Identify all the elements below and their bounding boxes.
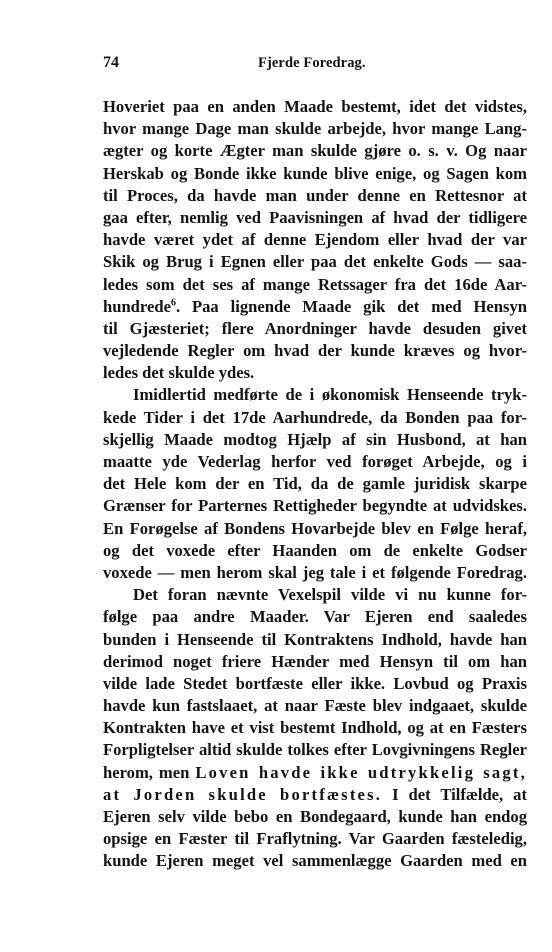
text-run: ledes som det ses af mange Retssager fra det 16de Aar-: [103, 274, 527, 294]
text-run: Det foran nævnte Vexelspil vilde vi nu kunne for-: [133, 585, 527, 605]
text-line: [103, 251, 527, 273]
text-run: og det voxede efter Haanden om de enkelte Godser: [103, 540, 527, 560]
text-line: [103, 340, 527, 362]
text-line: [103, 362, 527, 384]
text-run: vilde lade Stedet bortfæste eller ikke. Lovbud og Praxis: [103, 673, 527, 693]
text-line: [103, 584, 527, 606]
text-run: Kontrakten have et vist bestemt Indhold, og at en Fæsters: [103, 718, 527, 738]
text-run: Grænser for Parternes Rettigheder begyndte at udvidskes.: [103, 496, 527, 516]
text-line: [103, 118, 527, 140]
text-line: [103, 651, 527, 673]
text-run: voxede — men herom skal jeg tale i et følgende Foredrag.: [103, 562, 527, 582]
text-run: Skik og Brug i Egnen eller paa det enkelte Gods — saa-: [103, 252, 527, 272]
text-run: følge paa andre Maader. Var Ejeren end saaledes: [103, 607, 527, 627]
text-line: [103, 606, 527, 628]
spaced-emphasis: Loven havde ikke udtrykkelig sagt,: [195, 762, 527, 782]
text-run: Herskab og Bonde ikke kunde blive enige, og Sagen kom: [103, 163, 527, 183]
text-line: [103, 739, 527, 761]
text-run: . Paa lignende Maade gik det med Hensyn: [175, 296, 527, 316]
text-run: havde kun fastslaaet, at naar Fæste blev indgaaet, skulde: [103, 696, 527, 716]
text-run: skjellig Maade modtog Hjælp af sin Husbond, at han: [103, 429, 527, 449]
text-line: [103, 318, 527, 340]
text-line: [103, 384, 527, 406]
text-line: [103, 229, 527, 251]
page-number: 74: [103, 54, 119, 71]
text-run: gaa efter, nemlig ved Paavisningen af hvad der tidligere: [103, 207, 527, 227]
text-run: til Gjæsteriet; flere Anordninger havde desuden givet: [103, 318, 527, 338]
text-line: [103, 806, 527, 828]
text-run: Ejeren selv vilde bebo en Bondegaard, kunde han endog: [103, 807, 527, 826]
text-line: [103, 407, 527, 429]
spaced-emphasis: at Jorden skulde bortfæstes.: [103, 784, 383, 804]
text-run: til Proces, da havde man under denne en Rettesnor at: [103, 185, 527, 205]
text-run: En Forøgelse af Bondens Hovarbejde blev en Følge heraf,: [103, 518, 527, 538]
text-run: ægter og korte Ægter man skulde gjøre o. s. v. Og naar: [103, 141, 527, 161]
text-line: [103, 207, 527, 229]
text-line: [103, 495, 527, 517]
text-line: [103, 296, 527, 318]
text-line: [103, 451, 527, 473]
text-run: Forpligtelser altid skulde tolkes efter Lovgivningens Regler: [103, 740, 527, 760]
text-run: bunden i Henseende til Kontraktens Indhold, havde han: [103, 629, 527, 649]
text-run: hundrede: [103, 296, 171, 316]
body-text: [103, 96, 527, 873]
text-line: [103, 473, 527, 495]
text-line: [103, 185, 527, 207]
text-run: derimod noget friere Hænder med Hensyn til om han: [103, 651, 527, 671]
text-run: ledes det skulde ydes.: [103, 363, 255, 383]
text-line: [103, 784, 527, 806]
text-run: I det Tilfælde, at: [382, 784, 527, 804]
text-run: kede Tider i det 17de Aarhundrede, da Bonden paa for-: [103, 407, 527, 427]
text-line: [103, 717, 527, 739]
text-run: herom, men: [103, 762, 196, 782]
text-line: [103, 695, 527, 717]
text-line: [103, 540, 527, 562]
text-line: [103, 762, 527, 784]
text-line: [103, 429, 527, 451]
text-run: maatte yde Vederlag herfor ved forøget Arbejde, og i: [103, 452, 527, 471]
text-line: [103, 673, 527, 695]
footnote-marker: 6: [170, 297, 176, 309]
text-line: [103, 518, 527, 540]
text-run: hvor mange Dage man skulde arbejde, hvor mange Lang-: [103, 119, 527, 139]
text-line: [103, 850, 527, 872]
text-run: Imidlertid medførte de i økonomisk Henseende tryk-: [133, 385, 527, 405]
text-line: [103, 828, 527, 850]
page-header: [103, 54, 527, 76]
text-line: [103, 274, 527, 296]
text-line: [103, 96, 527, 118]
text-run: vejledende Regler om hvad der kunde kræves og hvor-: [103, 341, 527, 361]
text-run: kunde Ejeren meget vel sammenlægge Gaarden med en: [103, 851, 527, 871]
text-run: opsige en Fæster til Fraflytning. Var Gaarden fæsteledig,: [103, 829, 527, 849]
text-run: det Hele kom der en Tid, da de gamle juridisk skarpe: [103, 474, 527, 494]
running-title: Fjerde Foredrag.: [258, 55, 366, 71]
text-run: havde været ydet af denne Ejendom eller hvad der var: [103, 230, 527, 250]
text-run: Hoveriet paa en anden Maade bestemt, idet det vidstes,: [103, 97, 527, 116]
text-line: [103, 140, 527, 162]
text-line: [103, 562, 527, 584]
text-line: [103, 629, 527, 651]
text-line: [103, 163, 527, 185]
